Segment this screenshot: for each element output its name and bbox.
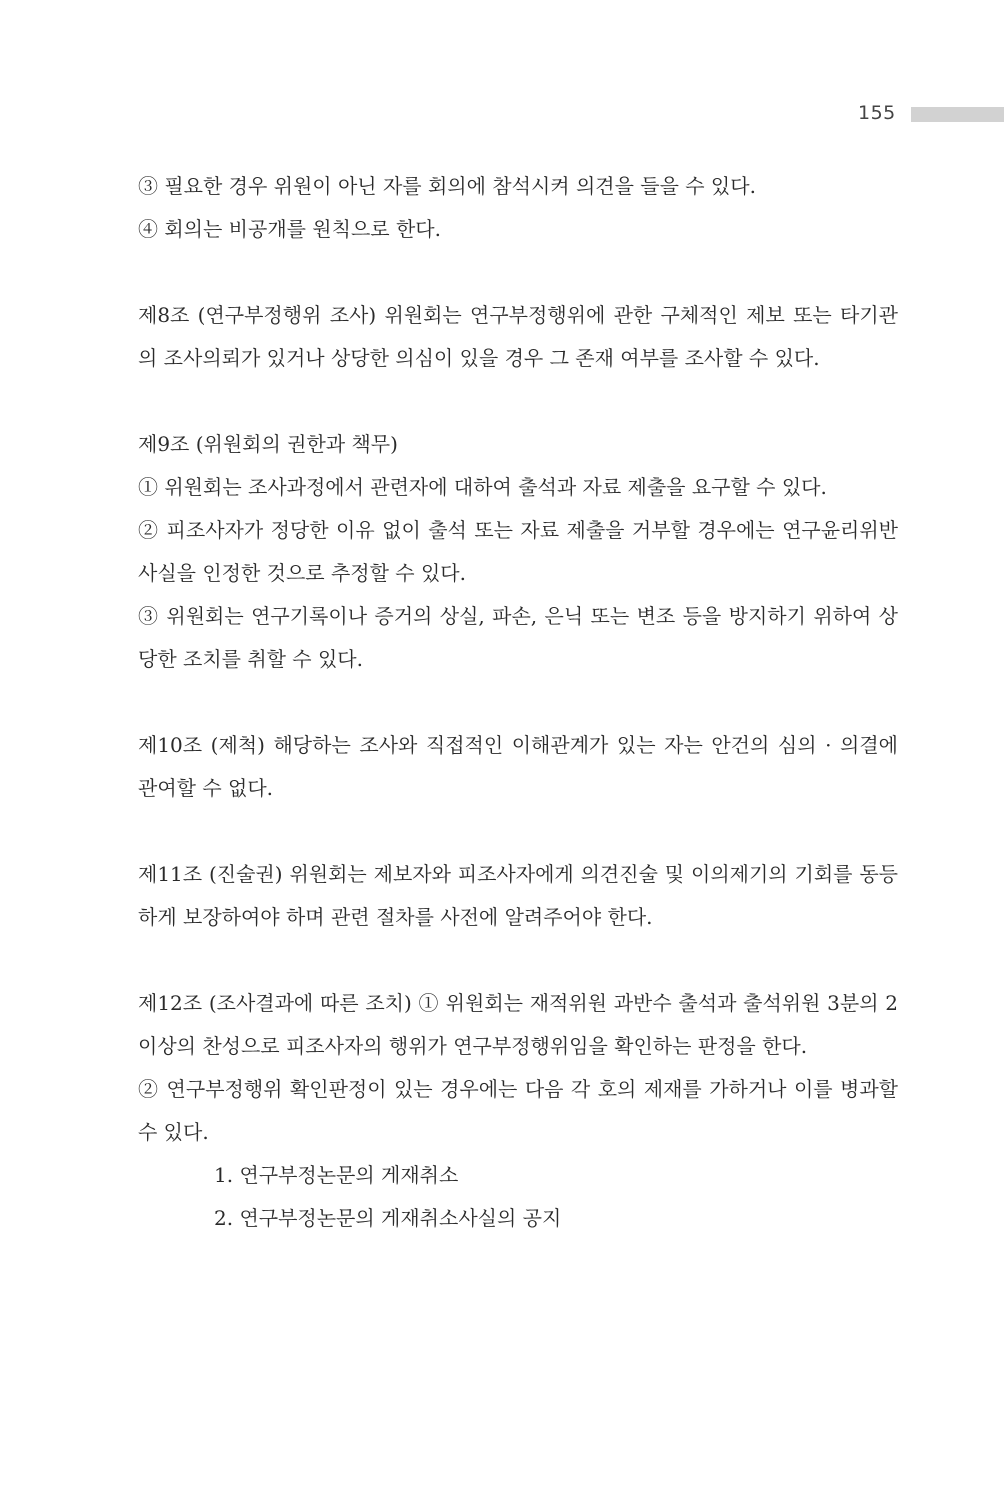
document-body [138,165,898,1240]
clause-3-attendance: ③ 필요한 경우 위원이 아닌 자를 회의에 참석시켜 의견을 들을 수 있다. [138,174,756,198]
article-11: 제11조 (진술권) 위원회는 제보자와 피조사자에게 의견진술 및 이의제기의 기회를 동등하게 보장하여야 하며 관련 절차를 사전에 알려주어야 한다. [138,862,898,929]
article-9-clause-1: ① 위원회는 조사과정에서 관련자에 대하여 출석과 자료 제출을 요구할 수 있다. [138,475,827,499]
article-10: 제10조 (제척) 해당하는 조사와 직접적인 이해관계가 있는 자는 안건의 심의 · 의결에 관여할 수 없다. [138,733,898,800]
clause-4-closed-meeting: ④ 회의는 비공개를 원칙으로 한다. [138,217,441,241]
sanction-list [138,1154,898,1240]
header-decor-bar [911,107,1004,122]
article-12-clause-2: ② 연구부정행위 확인판정이 있는 경우에는 다음 각 호의 제재를 가하거나 이를 병과할 수 있다. [138,1077,898,1144]
page-number: 155 [858,102,896,124]
article-9-clause-3: ③ 위원회는 연구기록이나 증거의 상실, 파손, 은닉 또는 변조 등을 방지하기 위하여 상당한 조치를 취할 수 있다. [138,604,898,671]
article-8: 제8조 (연구부정행위 조사) 위원회는 연구부정행위에 관한 구체적인 제보 또는 타기관의 조사의뢰가 있거나 상당한 의심이 있을 경우 그 존재 여부를 조사할 수 있다. [138,303,898,370]
article-9-clause-2: ② 피조사자가 정당한 이유 없이 출석 또는 자료 제출을 거부할 경우에는 연구윤리위반 사실을 인정한 것으로 추정할 수 있다. [138,518,898,585]
page-header [0,100,1004,130]
article-9-title: 제9조 (위원회의 권한과 책무) [138,432,398,456]
article-12: 제12조 (조사결과에 따른 조치) ① 위원회는 재적위원 과반수 출석과 출석위원 3분의 2 이상의 찬성으로 피조사자의 행위가 연구부정행위임을 확인하는 판정을 한다. [138,991,898,1058]
list-item: 1. 연구부정논문의 게재취소 [214,1163,459,1187]
list-item: 2. 연구부정논문의 게재취소사실의 공지 [214,1206,562,1230]
